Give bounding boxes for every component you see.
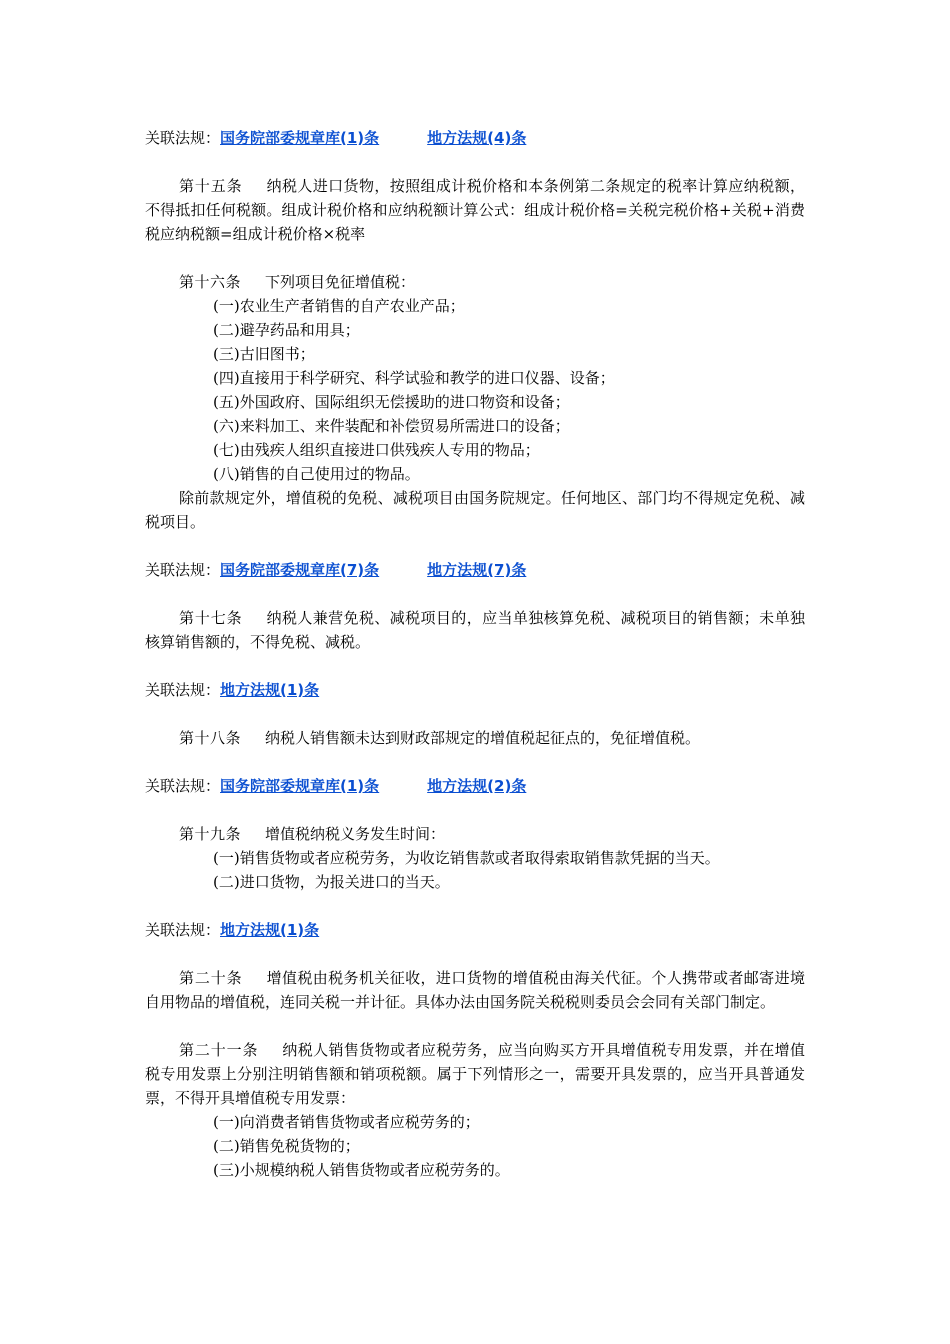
article-text: 增值税由税务机关征收，进口货物的增值税由海关代征。个人携带或者邮寄进境自用物品的增值税，连同关税一并计征。具体办法由国务院关税税则委员会会同有关部门制定。 [145,969,805,1011]
article-item: (三)小规模纳税人销售货物或者应税劳务的。 [213,1161,510,1179]
related-label: 关联法规： [145,681,221,699]
article-number: 第二十一条 [179,1041,259,1059]
article-number: 第二十条 [179,969,243,987]
article-number: 第十九条 [179,825,242,843]
article-item: (一)农业生产者销售的自产农业产品； [213,297,465,315]
paragraph-gap [145,246,805,270]
article-item: (五)外国政府、国际组织无偿援助的进口物资和设备； [213,393,570,411]
related-regulations [145,774,805,798]
related-regulations [145,126,805,150]
article [145,270,805,534]
article-number: 第十五条 [179,177,243,195]
document-body [145,126,805,1182]
paragraph-gap [145,798,805,822]
article-paragraph [145,270,805,294]
related-link[interactable]: 地方法规(1)条 [220,681,320,699]
article-paragraph [145,822,805,846]
paragraph-gap [145,750,805,774]
related-label: 关联法规： [145,561,221,579]
article-item: (一)销售货物或者应税劳务，为收讫销售款或者取得索取销售款凭据的当天。 [213,849,720,867]
related-link[interactable]: 地方法规(1)条 [220,921,320,939]
article-number: 第十六条 [179,273,242,291]
related-link[interactable]: 国务院部委规章库(7)条 [220,561,380,579]
article-item: (三)古旧图书； [213,345,315,363]
article [145,606,805,654]
article-text: 纳税人销售货物或者应税劳务，应当向购买方开具增值税专用发票，并在增值税专用发票上分别注明销售额和销项税额。属于下列情形之一，需要开具发票的，应当开具普通发票，不得开具增值税专用发票： [145,1041,805,1107]
paragraph-gap [145,942,805,966]
paragraph-gap [145,150,805,174]
article-paragraph [145,726,805,750]
article [145,966,805,1014]
article [145,174,805,246]
article-number: 第十七条 [179,609,243,627]
article-paragraph [145,174,805,246]
article-text: 纳税人进口货物，按照组成计税价格和本条例第二条规定的税率计算应纳税额，不得抵扣任何税额。组成计税价格和应纳税额计算公式：组成计税价格=关税完税价格+关税+消费税应纳税额=组成计税价格×税率 [145,177,805,243]
article-item: (一)向消费者销售货物或者应税劳务的； [213,1113,480,1131]
paragraph-gap [145,534,805,558]
article-item: (七)由残疾人组织直接进口供残疾人专用的物品； [213,441,540,459]
article-item: (六)来料加工、来件装配和补偿贸易所需进口的设备； [213,417,570,435]
article-text: 增值税纳税义务发生时间： [265,825,446,843]
paragraph-gap [145,582,805,606]
article [145,1038,805,1182]
article-text: 纳税人销售额未达到财政部规定的增值税起征点的，免征增值税。 [265,729,701,747]
related-regulations [145,678,805,702]
article [145,822,805,894]
related-regulations [145,918,805,942]
article-paragraph [145,966,805,1014]
article-paragraph [145,606,805,654]
article [145,726,805,750]
paragraph-gap [145,1014,805,1038]
related-link[interactable]: 国务院部委规章库(1)条 [220,129,380,147]
related-link[interactable]: 国务院部委规章库(1)条 [220,777,380,795]
paragraph-gap [145,702,805,726]
article-item: (二)进口货物，为报关进口的当天。 [213,873,450,891]
article-text: 下列项目免征增值税： [265,273,416,291]
related-link[interactable]: 地方法规(7)条 [427,561,527,579]
related-label: 关联法规： [145,129,221,147]
article-number: 第十八条 [179,729,242,747]
related-link[interactable]: 地方法规(2)条 [427,777,527,795]
paragraph-gap [145,894,805,918]
related-label: 关联法规： [145,777,221,795]
article-item: (二)销售免税货物的； [213,1137,360,1155]
paragraph-gap [145,654,805,678]
article-item: (二)避孕药品和用具； [213,321,360,339]
related-label: 关联法规： [145,921,221,939]
article-item: (八)销售的自己使用过的物品。 [213,465,420,483]
article-text: 纳税人兼营免税、减税项目的，应当单独核算免税、减税项目的销售额；未单独核算销售额的，不得免税、减税。 [145,609,805,651]
related-link[interactable]: 地方法规(4)条 [427,129,527,147]
article-paragraph [145,1038,805,1110]
article-note: 除前款规定外，增值税的免税、减税项目由国务院规定。任何地区、部门均不得规定免税、减税项目。 [145,489,805,531]
article-item: (四)直接用于科学研究、科学试验和教学的进口仪器、设备； [213,369,615,387]
related-regulations [145,558,805,582]
